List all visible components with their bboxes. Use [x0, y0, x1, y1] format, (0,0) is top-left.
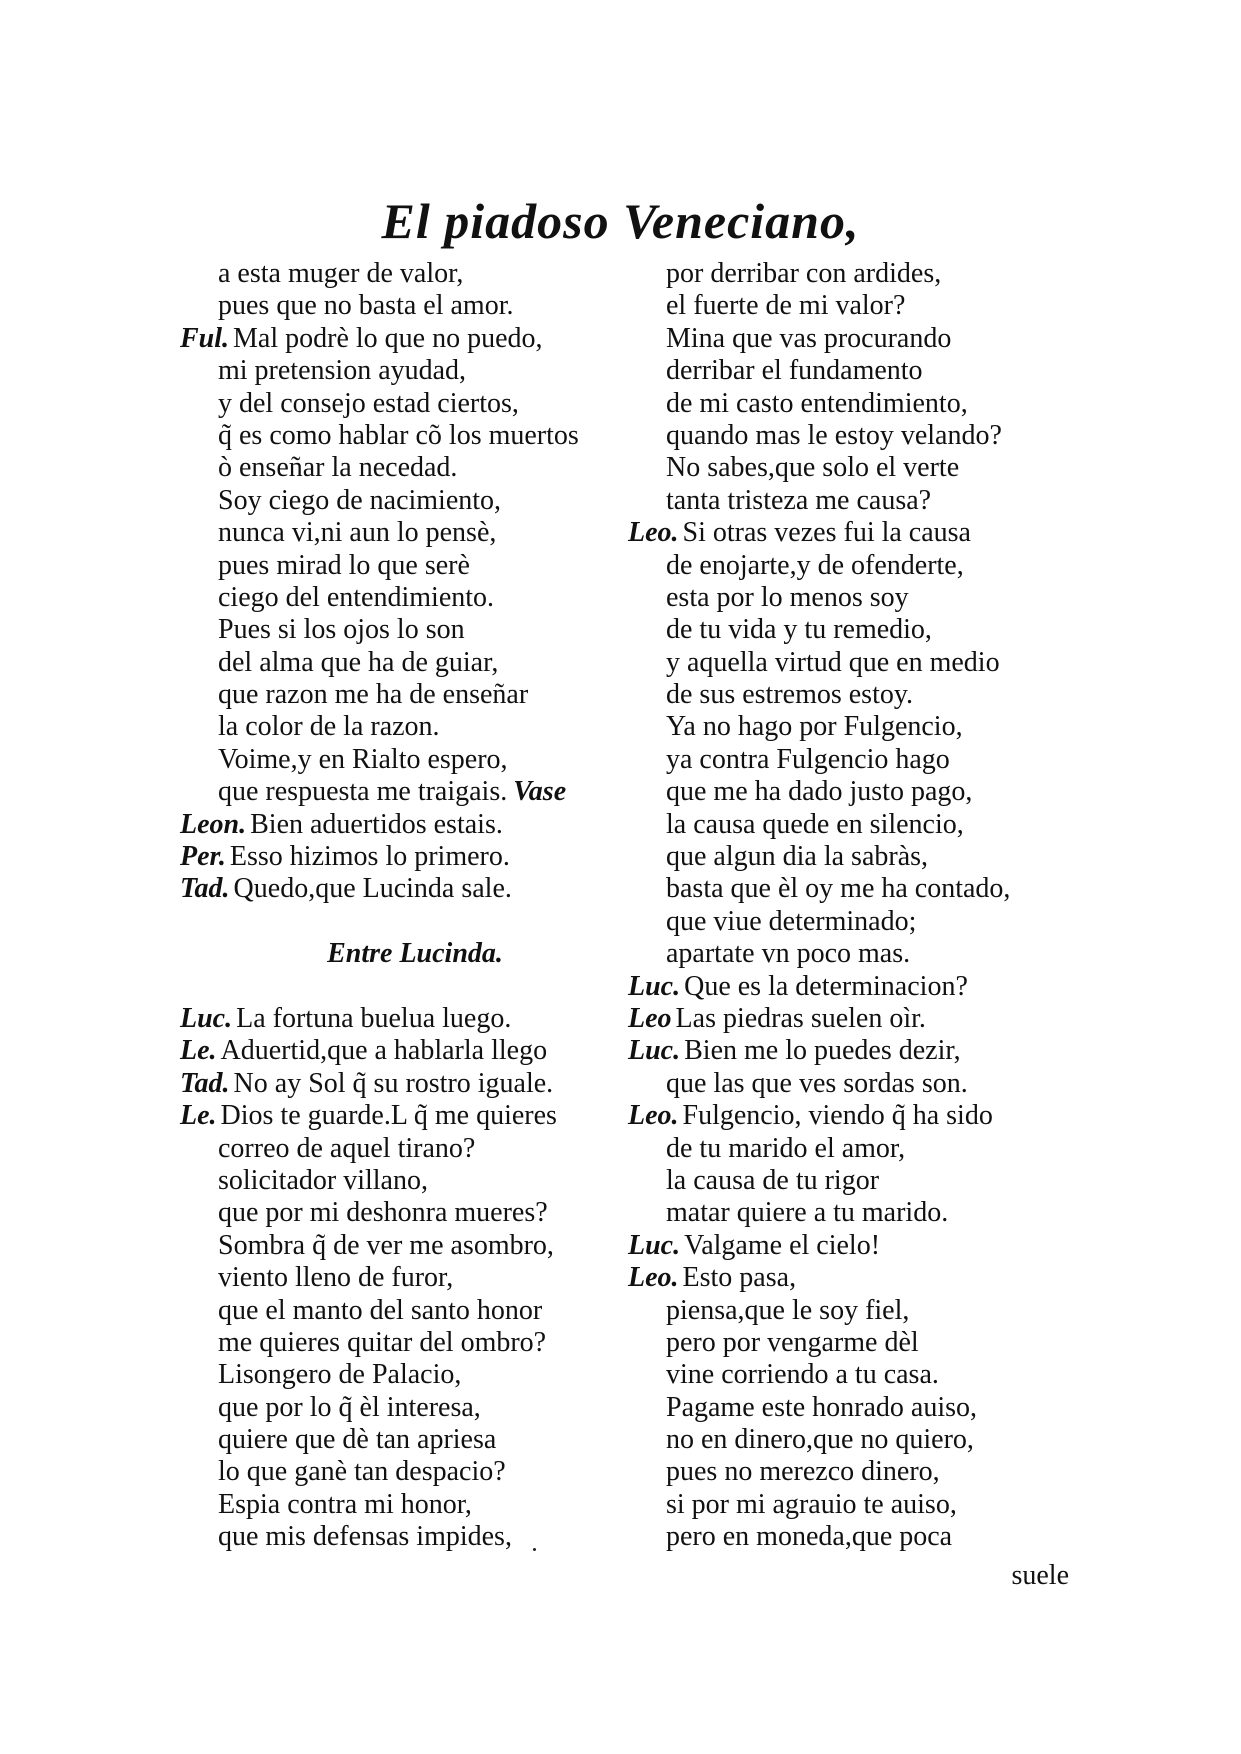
verse-text: por derribar con ardides,: [666, 258, 942, 289]
verse-line: [180, 1359, 650, 1391]
stage-aside: Vase: [513, 776, 567, 808]
verse-text: Bien aduertidos estais.: [250, 808, 503, 840]
verse-text: Fulgencio, viendo q̃ ha sido: [682, 1100, 993, 1132]
verse-text: de tu marido el amor,: [666, 1132, 906, 1164]
verse-line: [180, 1327, 650, 1359]
verse-line: [628, 841, 1068, 873]
verse-text: que viue determinado;: [666, 905, 917, 937]
verse-text: que razon me ha de enseñar: [218, 679, 529, 711]
verse-line: [180, 388, 650, 420]
speaker-label: Leo.: [628, 517, 679, 549]
verse-line: [180, 1003, 650, 1035]
verse-text: vine corriendo a tu casa.: [666, 1359, 939, 1391]
verse-line: [628, 1521, 1068, 1553]
verse-text: de tu vida y tu remedio,: [666, 614, 932, 646]
verse-text: si por mi agrauio te auiso,: [666, 1488, 957, 1520]
verse-text: ya contra Fulgencio hago: [666, 743, 950, 775]
running-title: El piadoso Veneciano,: [381, 193, 860, 249]
verse-text: Esso hizimos lo primero.: [229, 841, 510, 873]
verse-text: de sus estremos estoy.: [666, 679, 914, 711]
catchword: suele: [1011, 1560, 1069, 1591]
right-column: [628, 258, 1068, 1554]
verse-text: que mis defensas impides,: [218, 1521, 512, 1553]
verse-text: Que es la determinacion?: [684, 970, 968, 1002]
verse-text: Aduertid,que a hablarla llego: [220, 1035, 548, 1067]
verse-text: que el manto del santo honor: [218, 1294, 543, 1326]
verse-text: Voime,y en Rialto espero,: [218, 743, 508, 775]
verse-text: esta por lo menos soy: [666, 581, 909, 613]
speaker-label: Tad.: [180, 873, 230, 905]
verse-line: [628, 290, 1068, 322]
verse-text: pues mirad lo que serè: [218, 549, 470, 581]
speaker-label: Ful.: [180, 322, 230, 354]
verse-line: [180, 1230, 650, 1262]
verse-text: me quieres quitar del ombro?: [218, 1326, 547, 1358]
verse-text: Espia contra mi honor,: [218, 1488, 472, 1520]
verse-line: [628, 323, 1068, 355]
verse-text: nunca vi,ni aun lo pensè,: [218, 517, 497, 549]
verse-text: de mi casto entendimiento,: [666, 387, 968, 419]
verse-text: que me ha dado justo pago,: [666, 776, 973, 808]
verse-line: [180, 485, 650, 517]
verse-line: [180, 873, 650, 905]
verse-line: [180, 1262, 650, 1294]
verse-text: pero en moneda,que poca: [666, 1521, 953, 1553]
verse-text: que las que ves sordas son.: [666, 1067, 968, 1099]
verse-line: [180, 1295, 650, 1327]
verse-text: pues que no basta el amor.: [218, 290, 514, 322]
verse-line: [628, 1133, 1068, 1165]
verse-line: [628, 809, 1068, 841]
verse-line: [180, 258, 650, 290]
verse-line: [628, 1359, 1068, 1391]
verse-text: Dios te guarde.L q̃ me quieres: [220, 1100, 557, 1132]
verse-text: ciego del entendimiento.: [218, 581, 495, 613]
verse-text: Quedo,que Lucinda sale.: [233, 873, 512, 905]
verse-line: [628, 388, 1068, 420]
verse-text: Lisongero de Palacio,: [218, 1359, 462, 1391]
verse-text: que por lo q̃ èl interesa,: [218, 1391, 481, 1423]
verse-line: [628, 1456, 1068, 1488]
verse-line: [180, 1165, 650, 1197]
verse-line: [180, 1489, 650, 1521]
verse-line: [180, 1035, 650, 1067]
verse-text: La fortuna buelua luego.: [236, 1002, 512, 1034]
verse-line: [180, 1392, 650, 1424]
verse-line: [180, 355, 650, 387]
verse-line: [628, 873, 1068, 905]
verse-line: [628, 938, 1068, 970]
verse-line: [180, 452, 650, 484]
verse-line: [628, 1100, 1068, 1132]
verse-line: [628, 355, 1068, 387]
verse-line: [628, 1262, 1068, 1294]
verse-line: [180, 841, 650, 873]
verse-line: [628, 1424, 1068, 1456]
speaker-label: Luc.: [628, 970, 681, 1002]
verse-text: Si otras vezes fui la causa: [682, 517, 971, 549]
verse-text: del alma que ha de guiar,: [218, 646, 499, 678]
verse-text: Soy ciego de nacimiento,: [218, 484, 502, 516]
verse-line: [180, 420, 650, 452]
verse-text: que por mi deshonra mueres?: [218, 1197, 548, 1229]
verse-line: [628, 906, 1068, 938]
speaker-label: Leo.: [628, 1100, 679, 1132]
speaker-label: Per.: [180, 841, 226, 873]
verse-text: quiere que dè tan apriesa: [218, 1424, 497, 1456]
verse-text: Bien me lo puedes dezir,: [684, 1035, 961, 1067]
verse-text: solicitador villano,: [218, 1164, 428, 1196]
verse-text: pues no merezco dinero,: [666, 1456, 940, 1488]
verse-text: Mal podrè lo que no puedo,: [233, 322, 543, 354]
verse-line: [180, 679, 650, 711]
left-column: [180, 258, 650, 1554]
verse-text: que respuesta me traigais.: [218, 776, 508, 808]
verse-line: [628, 582, 1068, 614]
verse-line: [180, 614, 650, 646]
verse-text: Pues si los ojos lo son: [218, 614, 465, 646]
verse-line: [180, 647, 650, 679]
verse-line: [628, 1327, 1068, 1359]
speaker-label: Luc.: [180, 1002, 233, 1034]
verse-text: Ya no hago por Fulgencio,: [666, 711, 963, 743]
verse-line: [628, 744, 1068, 776]
verse-text: Valgame el cielo!: [684, 1229, 881, 1261]
speaker-label: Tad.: [180, 1067, 230, 1099]
verse-line: [628, 711, 1068, 743]
verse-line: [180, 1456, 650, 1488]
verse-text: la causa quede en silencio,: [666, 808, 964, 840]
verse-text: a esta muger de valor,: [218, 258, 464, 289]
verse-text: mi pretension ayudad,: [218, 355, 467, 387]
verse-line: [628, 1392, 1068, 1424]
stage-direction: Entre Lucinda.: [327, 938, 503, 970]
verse-text: viento lleno de furor,: [218, 1262, 454, 1294]
verse-line: [628, 679, 1068, 711]
verse-line: [180, 1424, 650, 1456]
verse-line: [628, 452, 1068, 484]
blank-line: [180, 906, 650, 938]
verse-line: [180, 290, 650, 322]
verse-text: pero por vengarme dèl: [666, 1326, 919, 1358]
verse-text: Sombra q̃ de ver me asombro,: [218, 1229, 554, 1261]
verse-line: [180, 711, 650, 743]
verse-line: [628, 1165, 1068, 1197]
verse-line: [628, 1489, 1068, 1521]
verse-line: [180, 1133, 650, 1165]
verse-text: Las piedras suelen oìr.: [675, 1002, 926, 1034]
verse-text: ò enseñar la necedad.: [218, 452, 458, 484]
verse-line: [180, 776, 650, 808]
verse-line: [180, 517, 650, 549]
verse-line: [180, 323, 650, 355]
speaker-label: Le.: [180, 1100, 217, 1132]
verse-text: el fuerte de mi valor?: [666, 290, 906, 322]
verse-text: apartate vn poco mas.: [666, 938, 911, 970]
verse-text: No ay Sol q̃ su rostro iguale.: [233, 1067, 554, 1099]
verse-line: [180, 1068, 650, 1100]
verse-text: basta que èl oy me ha contado,: [666, 873, 1011, 905]
verse-text: no en dinero,que no quiero,: [666, 1424, 974, 1456]
verse-text: Esto pasa,: [682, 1262, 797, 1294]
verse-text: correo de aquel tirano?: [218, 1132, 476, 1164]
ink-speck: [533, 1548, 536, 1551]
verse-line: [180, 1197, 650, 1229]
verse-text: tanta tristeza me causa?: [666, 484, 932, 516]
verse-text: la causa de tu rigor: [666, 1164, 880, 1196]
verse-line: [628, 647, 1068, 679]
verse-line: [180, 1521, 650, 1553]
verse-line: [628, 517, 1068, 549]
verse-line: [180, 1100, 650, 1132]
verse-line: [628, 614, 1068, 646]
verse-text: y del consejo estad ciertos,: [218, 387, 519, 419]
verse-line: [180, 809, 650, 841]
verse-line: [628, 1197, 1068, 1229]
verse-line: [628, 1295, 1068, 1327]
verse-text: que algun dia la sabràs,: [666, 841, 929, 873]
verse-line: [180, 744, 650, 776]
verse-line: [628, 258, 1068, 290]
verse-line: [180, 550, 650, 582]
verse-text: de enojarte,y de ofenderte,: [666, 549, 964, 581]
blank-line: [180, 971, 650, 1003]
speaker-label: Luc.: [628, 1229, 681, 1261]
verse-text: q̃ es como hablar cõ los muertos: [218, 419, 579, 451]
speaker-label: Leon.: [180, 808, 247, 840]
verse-line: [628, 485, 1068, 517]
verse-text: derribar el fundamento: [666, 355, 923, 387]
verse-text: Pagame este honrado auiso,: [666, 1391, 978, 1423]
verse-line: [180, 582, 650, 614]
verse-text: quando mas le estoy velando?: [666, 419, 1002, 451]
verse-text: Mina que vas procurando: [666, 322, 952, 354]
verse-text: lo que ganè tan despacio?: [218, 1456, 506, 1488]
verse-line: [628, 420, 1068, 452]
verse-line: [628, 776, 1068, 808]
speaker-label: Le.: [180, 1035, 217, 1067]
speaker-label: Leo.: [628, 1262, 679, 1294]
verse-text: y aquella virtud que en medio: [666, 646, 1000, 678]
verse-text: matar quiere a tu marido.: [666, 1197, 949, 1229]
verse-line: [628, 1068, 1068, 1100]
verse-line: [628, 550, 1068, 582]
verse-text: la color de la razon.: [218, 711, 440, 743]
verse-line: [628, 1035, 1068, 1067]
verse-line: [628, 1230, 1068, 1262]
speaker-label: Luc.: [628, 1035, 681, 1067]
verse-text: piensa,que le soy fiel,: [666, 1294, 910, 1326]
verse-text: No sabes,que solo el verte: [666, 452, 960, 484]
verse-line: [628, 971, 1068, 1003]
speaker-label: Leo: [628, 1002, 672, 1034]
verse-line: [628, 1003, 1068, 1035]
